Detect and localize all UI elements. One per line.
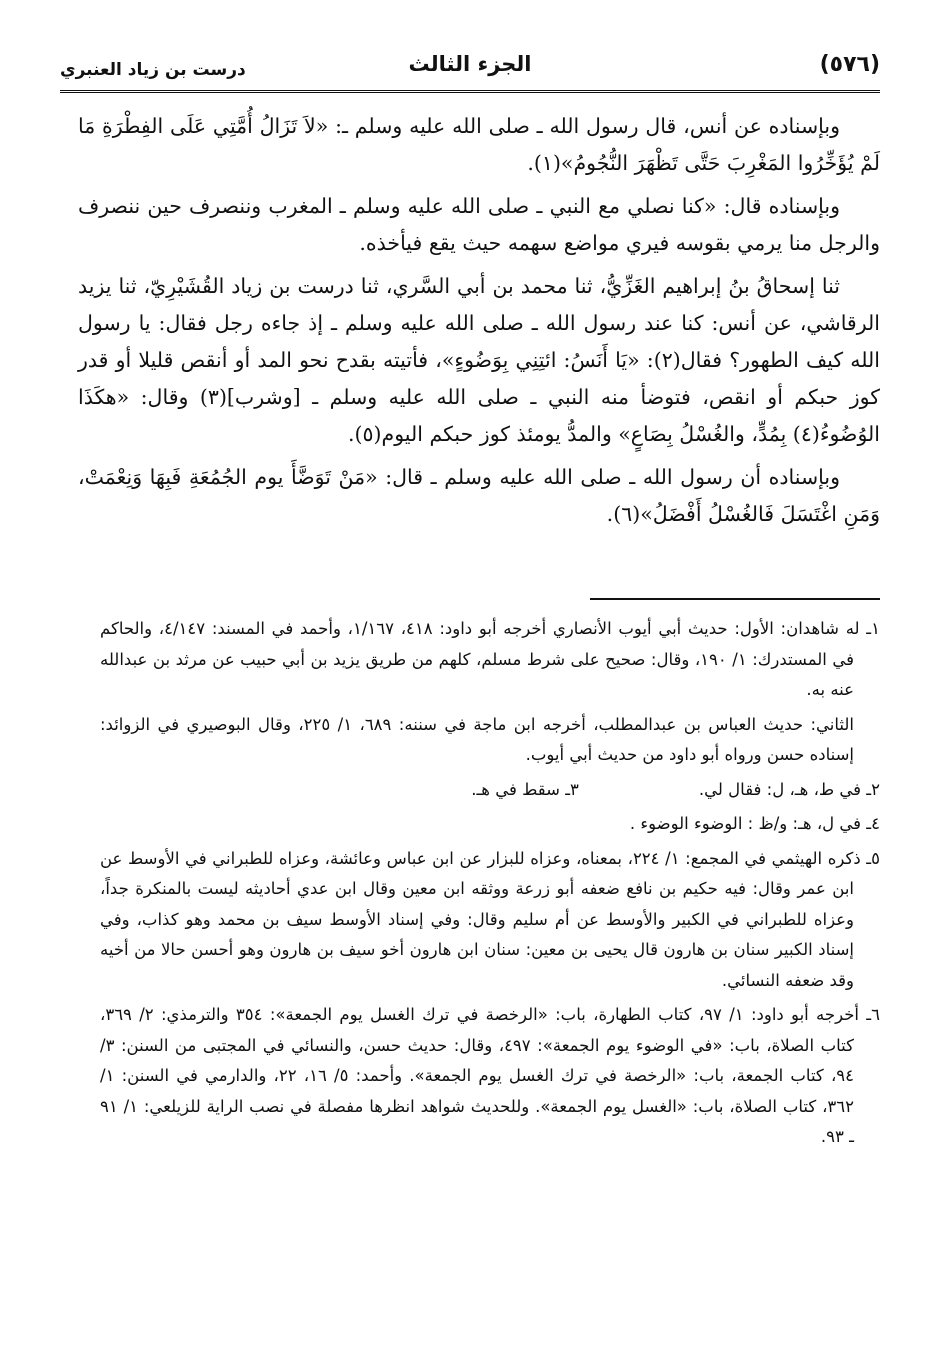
page-header	[60, 46, 880, 90]
footnotes-2-3	[100, 775, 880, 806]
paragraph-4: وبإسناده أن رسول الله ـ صلى الله عليه وسلم ـ قال: «مَنْ تَوَضَّأَ يوم الجُمُعَةِ فَبِهَا وَنِعْمَتْ، وَمَنِ اغْتَسَلَ فَالغُسْلُ أَفْضَلُ»(٦).	[78, 465, 880, 526]
footnote-1: ١ـ له شاهدان: الأول: حديث أبي أيوب الأنصاري أخرجه أبو داود: ٤١٨، ١/١٦٧، وأحمد في المسند: ٤/١٤٧، والحاكم في المستدرك: ١/ ١٩٠، وقال: صحيح على شرط مسلم، كلهم من طريق يزيد بن أبي حبيب عن مرثد بن عبدالله عنه به.	[100, 619, 880, 699]
header-rule	[60, 90, 880, 93]
footnote-2: ٢ـ في ط، هـ، ل: فقال لي.	[698, 779, 880, 799]
footnotes	[100, 614, 880, 1157]
book-title: درست بن زياد العنبري	[60, 60, 246, 80]
paragraph-1: وبإسناده عن أنس، قال رسول الله ـ صلى الله عليه وسلم ـ: «لاَ تَزَالُ أُمَّتِي عَلَى الفِطْرَةِ مَا لَمْ يُؤَخِّرُوا المَغْرِبَ حَتَّى تَظْهَرَ النُّجُومُ»(١).	[78, 114, 880, 175]
paragraph-3: ثنا إسحاقُ بنُ إبراهيم الغَزِّيُّ، ثنا محمد بن أبي السَّري، ثنا درست بن زياد القُشَيْرِيّ، ثنا يزيد الرقاشي، عن أنس: كنا عند رسول الله ـ صلى الله عليه وسلم ـ إذ جاءه رجل فقال: يا رسول الله كيف الطهور؟ فقال(٢): «يَا أَنَسُ: ائتِنِي بِوَضُوءٍ»، فأتيته بقدح نحو المد أو أنقص قليلا أو قدر كوز حبكم أو انقص، فتوضأ منه النبي ـ صلى الله عليه وسلم ـ [وشرب](٣) وقال: «هكَذَا الوُضُوءُ(٤) بِمُدٍّ، والغُسْلُ بِصَاعٍ» والمدُّ يومئذ كوز حبكم اليوم(٥).	[78, 274, 880, 446]
volume-title: الجزء الثالث	[408, 52, 532, 76]
page-number: (٥٧٦)	[819, 52, 880, 77]
footnote-1-second-witness: الثاني: حديث العباس بن عبدالمطلب، أخرجه ابن ماجة في سننه: ٦٨٩، ١/ ٢٢٥، وقال البوصيري في الزوائد: إسناده حسن ورواه أبو داود من حديث أبي أيوب.	[100, 714, 854, 764]
footnote-separator	[590, 598, 880, 600]
main-text	[78, 108, 880, 539]
footnote-3: ٣ـ سقط في هـ.	[471, 779, 579, 799]
footnote-5: ٥ـ ذكره الهيثمي في المجمع: ١/ ٢٢٤، بمعناه، وعزاه للبزار عن ابن عباس وعائشة، وعزاه للطبراني في الأوسط عن ابن عمر وقال: فيه حكيم بن نافع ضعفه أبو زرعة ووثقه ابن معين وقال ابن عدي أحاديثه ليست بالمنكرة جداً، وعزاه للطبراني في الكبير والأوسط عن أم سليم وقال: وفي إسناد الأوسط سيف بن محمد وهو كذاب، وفي إسناد الكبير سنان بن هارون قال يحيى بن معين: سنان ابن هارون أخو سيف بن هارون وهو أحسن حالا من أخيه وقد ضعفه النسائي.	[100, 848, 880, 990]
footnote-4: ٤ـ في ل، هـ: و/ظ : الوضوء الوضوء .	[629, 814, 880, 833]
footnote-6: ٦ـ أخرجه أبو داود: ١/ ٩٧، كتاب الطهارة، باب: «الرخصة في ترك الغسل يوم الجمعة»: ٣٥٤ والترمذي: ٢/ ٣٦٩، كتاب الصلاة، باب: «في الوضوء يوم الجمعة»: ٤٩٧، وقال: حديث حسن، والنسائي في المجتبى من السنن: ٣/ ٩٤، كتاب الجمعة، باب: «الرخصة في ترك الغسل يوم الجمعة». وأحمد: ٥/ ١٦، ٢٢، والدارمي في السنن: ١/ ٣٦٢، كتاب الصلاة، باب: «الغسل يوم الجمعة». وللحديث شواهد انظرها مفصلة في نصب الراية للزيلعي: ١/ ٩١ ـ ٩٣.	[100, 1005, 880, 1146]
paragraph-2: وبإسناده قال: «كنا نصلي مع النبي ـ صلى الله عليه وسلم ـ المغرب وننصرف حين ننصرف والرجل منا يرمي بقوسه فيري مواضع سهمه حيث يقع فيأخذه.	[78, 194, 880, 255]
